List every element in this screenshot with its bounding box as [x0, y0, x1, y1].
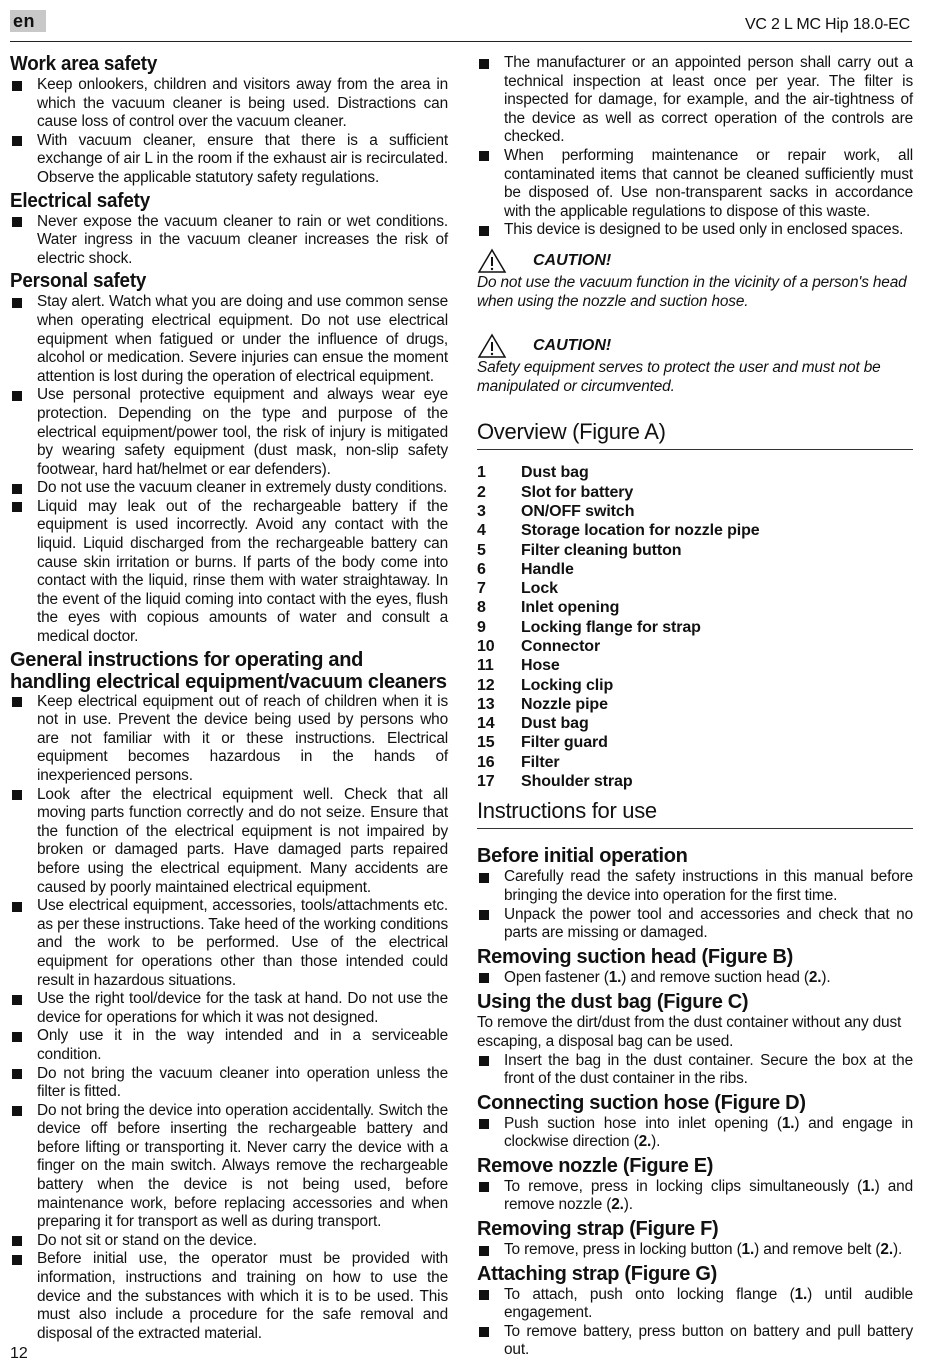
- section-title-personal: Personal safety: [10, 270, 147, 293]
- subsection-title: Attaching strap (Figure G): [477, 1262, 717, 1285]
- language-badge: en: [10, 10, 46, 32]
- bullet-square-icon: [12, 484, 22, 494]
- list-item: Look after the electrical equipment well. Check that all moving parts function correctly and do not seize. Ensure that the function of the electrical equipment is not impaired by broken or damaged parts. Have damaged parts repaired before using the electrical equipment. Many accidents are caused by poorly maintained electrical equipment.: [10, 786, 448, 898]
- overview-item: 10 Connector: [477, 637, 601, 655]
- list-item: Only use it in the way intended and in a serviceable condition.: [10, 1027, 448, 1064]
- work-area-list: [10, 76, 448, 188]
- bullet-square-icon: [479, 1290, 489, 1300]
- list-item: Use personal protective equipment and always wear eye protection. Depending on the type and purpose of the electrical equipment/power tool, the risk of injury is mitigated by wearing safety equipment (dust mask, non-slip safety footwear, hard hat/helmet or ear defenders).: [10, 386, 448, 479]
- section-title-electrical: Electrical safety: [10, 189, 150, 212]
- bullet-square-icon: [12, 81, 22, 91]
- section-title-work-area: Work area safety: [10, 53, 158, 75]
- warning-triangle-icon: [477, 248, 507, 274]
- overview-list: [477, 463, 913, 791]
- list-item: Push suction hose into inlet opening (1.) and engage in clockwise direction (2.).: [477, 1115, 913, 1152]
- general-list: [10, 693, 448, 1344]
- overview-item: 11 Hose: [477, 657, 560, 675]
- warning-triangle-icon: [477, 333, 507, 359]
- caution-label: CAUTION!: [533, 251, 612, 269]
- page-number: 12: [10, 1345, 28, 1362]
- overview-item: 16 Filter: [477, 753, 560, 771]
- list-item: Do not bring the device into operation accidentally. Switch the device off before inserting the rechargeable battery and before lifting or transporting it. Never carry the device with a finger on the main switch. Always remove the rechargeable battery when the device is not being used, before maintenance work, before replacing accessories and when preparing it for transport as well as during transport.: [10, 1102, 448, 1232]
- bullet-square-icon: [12, 1236, 22, 1246]
- list-item: To attach, push onto locking flange (1.) until audible engagement.: [477, 1286, 913, 1323]
- nozzle-list: [477, 1178, 913, 1215]
- overview-item: 14 Dust bag: [477, 715, 589, 733]
- list-item: Unpack the power tool and accessories and check that no parts are missing or damaged.: [477, 906, 913, 943]
- model-name: VC 2 L MC Hip 18.0-EC: [744, 16, 910, 33]
- list-item: Keep onlookers, children and visitors away from the area in which the vacuum cleaner is being used. Distractions can cause loss of control over the vacuum cleaner.: [10, 76, 448, 132]
- list-item: To remove, press in locking clips simultaneously (1.) and remove nozzle (2.).: [477, 1178, 913, 1215]
- bullet-square-icon: [12, 1106, 22, 1116]
- list-item: Keep electrical equipment out of reach of children when it is not in use. Prevent the device being used by persons who are not familiar with it or these instructions. Electrical equipment becomes hazardous in the hands of inexperienced persons.: [10, 693, 448, 786]
- list-item: When performing maintenance or repair work, all contaminated items that cannot be cleaned sufficiently must be disposed of. Use non-transparent sacks in accordance with the applicable regulations to dispose of this waste.: [477, 147, 913, 221]
- caution-block: [477, 333, 913, 396]
- overview-item: 9 Locking flange for strap: [477, 618, 701, 636]
- list-item: Stay alert. Watch what you are doing and use common sense when operating electrical equipment. Do not use electrical equipment when fatigued or under the influence of drugs, alcohol or medication. Severe injuries can ensue the moment attention is lost during the operation of electrical equipment.: [10, 293, 448, 386]
- bullet-square-icon: [479, 1119, 489, 1129]
- bullet-square-icon: [12, 902, 22, 912]
- list-item: Do not bring the vacuum cleaner into operation unless the filter is fitted.: [10, 1065, 448, 1102]
- bullet-square-icon: [479, 151, 489, 161]
- bullet-square-icon: [479, 973, 489, 983]
- hose-list: [477, 1115, 913, 1152]
- list-item: This device is designed to be used only in enclosed spaces.: [477, 221, 913, 240]
- strap-attach-list: [477, 1286, 913, 1360]
- bullet-square-icon: [12, 697, 22, 707]
- bullet-square-icon: [479, 1327, 489, 1337]
- list-item: With vacuum cleaner, ensure that there is a sufficient exchange of air L in the room if the exhaust air is recirculated. Observe the applicable statutory safety regulations.: [10, 132, 448, 188]
- list-item: The manufacturer or an appointed person shall carry out a technical inspection at least once per year. The filter is inspected for damage, for example, and the air-tightness of the device as well as correct operation of the controls are checked.: [477, 54, 913, 147]
- page-header: [10, 10, 912, 42]
- overview-item: 12 Locking clip: [477, 676, 614, 694]
- maintenance-list: [477, 54, 913, 240]
- overview-heading: Overview (Figure A): [477, 418, 913, 450]
- list-item: Carefully read the safety instructions in this manual before bringing the device into operation for the first time.: [477, 868, 913, 905]
- bullet-square-icon: [12, 995, 22, 1005]
- overview-item: 2 Slot for battery: [477, 483, 634, 501]
- subsection-title: Removing strap (Figure F): [477, 1218, 719, 1241]
- subsection-title: Remove nozzle (Figure E): [477, 1154, 714, 1177]
- suction-head-list: [477, 969, 913, 988]
- bullet-square-icon: [12, 1069, 22, 1079]
- overview-item: 6 Handle: [477, 560, 574, 578]
- list-item: Use the right tool/device for the task at hand. Do not use the device for operations for which it was not designed.: [10, 990, 448, 1027]
- list-item: Do not sit or stand on the device.: [10, 1232, 448, 1251]
- list-item: Do not use the vacuum cleaner in extremely dusty conditions.: [10, 479, 448, 498]
- overview-item: 13 Nozzle pipe: [477, 695, 608, 713]
- overview-item: 5 Filter cleaning button: [477, 541, 682, 559]
- list-item: Use electrical equipment, accessories, tools/attachments etc. as per these instructions. Take heed of the working conditions and the work to be performed. Use of the electrical equipment for operations other than those intended could result in hazardous situations.: [10, 897, 448, 990]
- list-item: Before initial use, the operator must be provided with information, instructions and training on how to use the device and the substances with which it is to be used. This must also include a procedure for the safe removal and disposal of the extracted material.: [10, 1250, 448, 1343]
- overview-item: 1 Dust bag: [477, 464, 589, 482]
- overview-item: 17 Shoulder strap: [477, 773, 633, 791]
- overview-item: 4 Storage location for nozzle pipe: [477, 522, 760, 540]
- list-item: To remove battery, press button on battery and pull battery out.: [477, 1323, 913, 1360]
- subsection-title: Connecting suction hose (Figure D): [477, 1091, 806, 1114]
- bullet-square-icon: [12, 1032, 22, 1042]
- before-list: [477, 868, 913, 942]
- caution-heading: [477, 333, 913, 359]
- caution-text: Safety equipment serves to protect the user and must not be manipulated or circumvented.: [477, 359, 881, 395]
- bullet-square-icon: [479, 1182, 489, 1192]
- electrical-list: [10, 213, 448, 269]
- subsection-title: Before initial operation: [477, 845, 688, 868]
- overview-item: 8 Inlet opening: [477, 599, 620, 617]
- personal-list: [10, 293, 448, 646]
- dust-bag-list: [477, 1052, 913, 1089]
- caution-text: Do not use the vacuum function in the vicinity of a person's head when using the nozzle and suction hose.: [477, 273, 907, 310]
- subsection-title: Using the dust bag (Figure C): [477, 991, 749, 1014]
- caution-heading: [477, 248, 913, 274]
- bullet-square-icon: [479, 1246, 489, 1256]
- bullet-square-icon: [479, 910, 489, 920]
- bullet-square-icon: [479, 1056, 489, 1066]
- overview-item: 7 Lock: [477, 580, 558, 598]
- subsection-title: Removing suction head (Figure B): [477, 945, 793, 968]
- overview-item: 3 ON/OFF switch: [477, 502, 635, 520]
- caution-block: [477, 248, 913, 311]
- bullet-square-icon: [12, 136, 22, 146]
- overview-item: 15 Filter guard: [477, 734, 608, 752]
- list-item: Insert the bag in the dust container. Secure the box at the front of the dust container in the ribs.: [477, 1052, 913, 1089]
- list-item: Open fastener (1.) and remove suction head (2.).: [477, 969, 913, 988]
- right-column: [477, 54, 913, 1360]
- left-column: [10, 50, 448, 1343]
- list-item: Never expose the vacuum cleaner to rain or wet conditions. Water ingress in the vacuum cleaner increases the risk of electric shock.: [10, 213, 448, 269]
- caution-label: CAUTION!: [533, 337, 612, 355]
- bullet-square-icon: [12, 502, 22, 512]
- list-item: Liquid may leak out of the rechargeable battery if the equipment is used incorrectly. Avoid any contact with the liquid. Liquid discharged from the rechargeable battery can cause skin irritation or burns. If parts of the body come into contact with the liquid, rinse them with water straightaway. In the event of the liquid coming into contact with the eyes, flush the eyes with copious amounts of water and consult a medical doctor.: [10, 498, 448, 647]
- bullet-square-icon: [479, 226, 489, 236]
- bullet-square-icon: [479, 59, 489, 69]
- dust-bag-intro: To remove the dirt/dust from the dust container without any dust escaping, a disposal bag can be used.: [477, 1014, 902, 1050]
- strap-remove-list: [477, 1241, 913, 1260]
- section-title-general: General instructions for operating and handling electrical equipment/vacuum cleaners: [10, 648, 447, 693]
- bullet-square-icon: [479, 873, 489, 883]
- list-item: To remove, press in locking button (1.) and remove belt (2.).: [477, 1241, 913, 1260]
- instructions-heading: Instructions for use: [477, 797, 913, 829]
- bullet-square-icon: [12, 790, 22, 800]
- bullet-square-icon: [12, 391, 22, 401]
- bullet-square-icon: [12, 298, 22, 308]
- bullet-square-icon: [12, 217, 22, 227]
- bullet-square-icon: [12, 1255, 22, 1265]
